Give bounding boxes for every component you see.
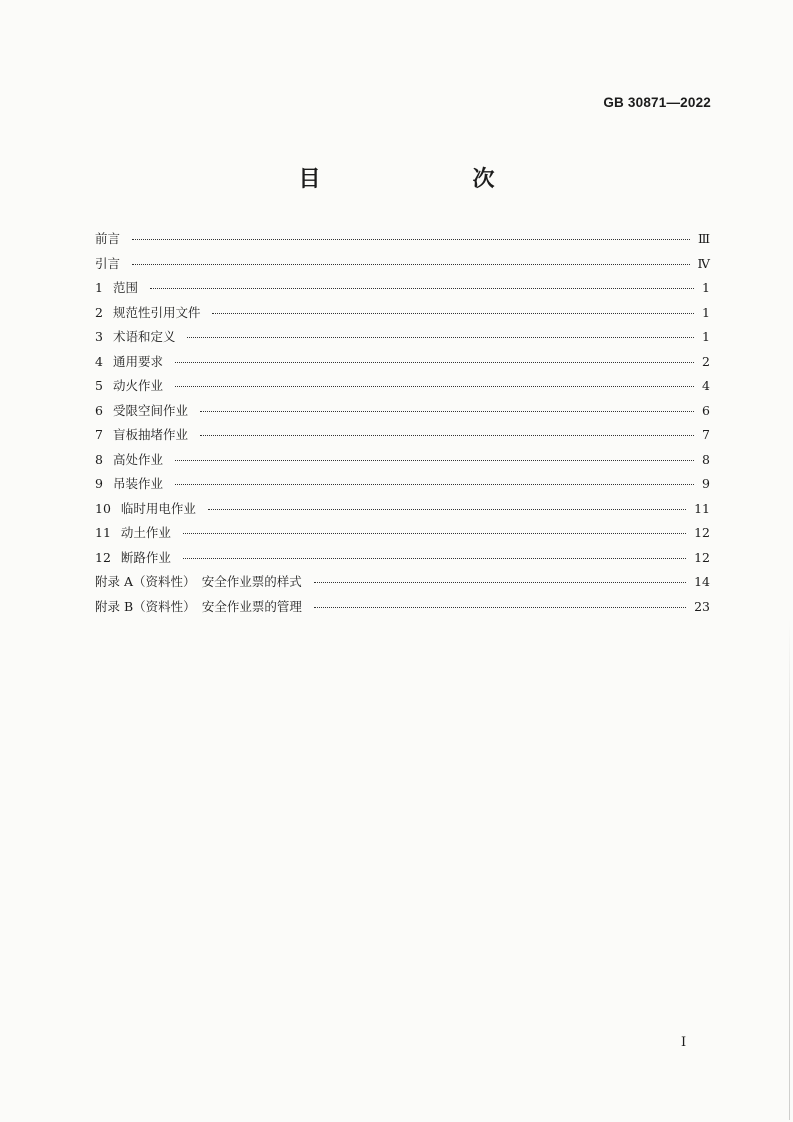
scan-edge-shadow (789, 620, 790, 1120)
toc-entry-page: 1 (702, 329, 710, 344)
toc-entry-title: 高处作业 (112, 451, 163, 467)
toc-entry-number: 8 (95, 451, 103, 467)
toc-entry-page: 23 (694, 598, 710, 614)
dot-leader (208, 497, 686, 510)
dot-leader (175, 350, 694, 363)
toc-entry-title: 附录 A（资料性） 安全作业票的样式 (95, 574, 302, 589)
toc-entry-title: 盲板抽堵作业 (112, 427, 188, 442)
standard-code: GB 30871—2022 (603, 95, 711, 110)
toc-entry-title: 规范性引用文件 (112, 304, 201, 320)
toc-entry-title: 动火作业 (112, 378, 163, 393)
dot-leader (132, 227, 690, 240)
toc-entry-title: 引言 (95, 255, 121, 271)
dot-leader (200, 399, 694, 412)
toc-entry-number: 5 (95, 378, 103, 393)
dot-leader (132, 252, 689, 265)
dot-leader (175, 374, 694, 387)
toc-entry[interactable] (95, 352, 710, 377)
toc-entry[interactable] (95, 499, 710, 524)
toc-entry-number: 7 (95, 427, 103, 442)
toc-entry[interactable] (95, 376, 710, 401)
toc-entry-page: 4 (702, 378, 710, 393)
dot-leader (314, 570, 686, 583)
toc-entry-title: 范围 (112, 280, 138, 295)
toc-entry[interactable] (95, 597, 710, 622)
toc-entry-number: 6 (95, 402, 103, 418)
toc-entry[interactable] (95, 327, 710, 352)
toc-entry-title: 动土作业 (120, 525, 171, 540)
table-of-contents (95, 229, 710, 621)
toc-entry-page: 1 (702, 304, 710, 320)
toc-entry-number: 12 (95, 549, 111, 565)
dot-leader (187, 325, 694, 338)
toc-entry[interactable] (95, 572, 710, 597)
page-title: 目 次 (298, 167, 531, 192)
toc-entry-title: 吊装作业 (112, 476, 163, 491)
toc-entry-page: 12 (694, 525, 710, 540)
toc-entry-page: 12 (694, 549, 710, 565)
toc-entry[interactable] (95, 425, 710, 450)
toc-entry-title: 临时用电作业 (120, 500, 196, 516)
page-number: I (681, 1035, 687, 1050)
toc-entry[interactable] (95, 254, 710, 279)
toc-entry-number: 1 (95, 280, 103, 295)
toc-entry-number: 2 (95, 304, 103, 320)
toc-entry[interactable] (95, 278, 710, 303)
toc-entry[interactable] (95, 401, 710, 426)
dot-leader (200, 423, 694, 436)
toc-entry-title: 附录 B（资料性） 安全作业票的管理 (95, 598, 302, 614)
toc-entry-number: 4 (95, 353, 103, 369)
toc-entry-page: 2 (702, 353, 710, 369)
toc-entry[interactable] (95, 303, 710, 328)
toc-entry[interactable] (95, 474, 710, 499)
toc-entry-number: 9 (95, 476, 103, 491)
toc-entry-page: 6 (702, 402, 710, 418)
dot-leader (150, 276, 694, 289)
toc-entry-page: 9 (702, 476, 710, 491)
toc-entry-title: 前言 (95, 231, 121, 246)
toc-entry-page: 1 (702, 280, 710, 295)
toc-entry[interactable] (95, 548, 710, 573)
dot-leader (314, 595, 686, 608)
toc-entry-number: 3 (95, 329, 103, 344)
dot-leader (175, 448, 694, 461)
dot-leader (212, 301, 694, 314)
toc-entry[interactable] (95, 229, 710, 254)
toc-entry-page: 8 (702, 451, 710, 467)
toc-entry-title: 通用要求 (112, 353, 163, 369)
dot-leader (183, 546, 686, 559)
toc-entry-page: 14 (694, 574, 710, 589)
toc-entry-title: 断路作业 (120, 549, 171, 565)
toc-entry[interactable] (95, 450, 710, 475)
toc-entry-title: 受限空间作业 (112, 402, 188, 418)
dot-leader (175, 472, 694, 485)
toc-entry-page: 11 (694, 500, 710, 516)
toc-entry-number: 11 (95, 525, 111, 540)
dot-leader (183, 521, 686, 534)
toc-entry-title: 术语和定义 (112, 329, 176, 344)
toc-entry-page: Ⅳ (697, 255, 710, 271)
toc-entry-page: Ⅲ (697, 231, 710, 246)
toc-entry-number: 10 (95, 500, 111, 516)
toc-entry-page: 7 (702, 427, 710, 442)
toc-entry[interactable] (95, 523, 710, 548)
